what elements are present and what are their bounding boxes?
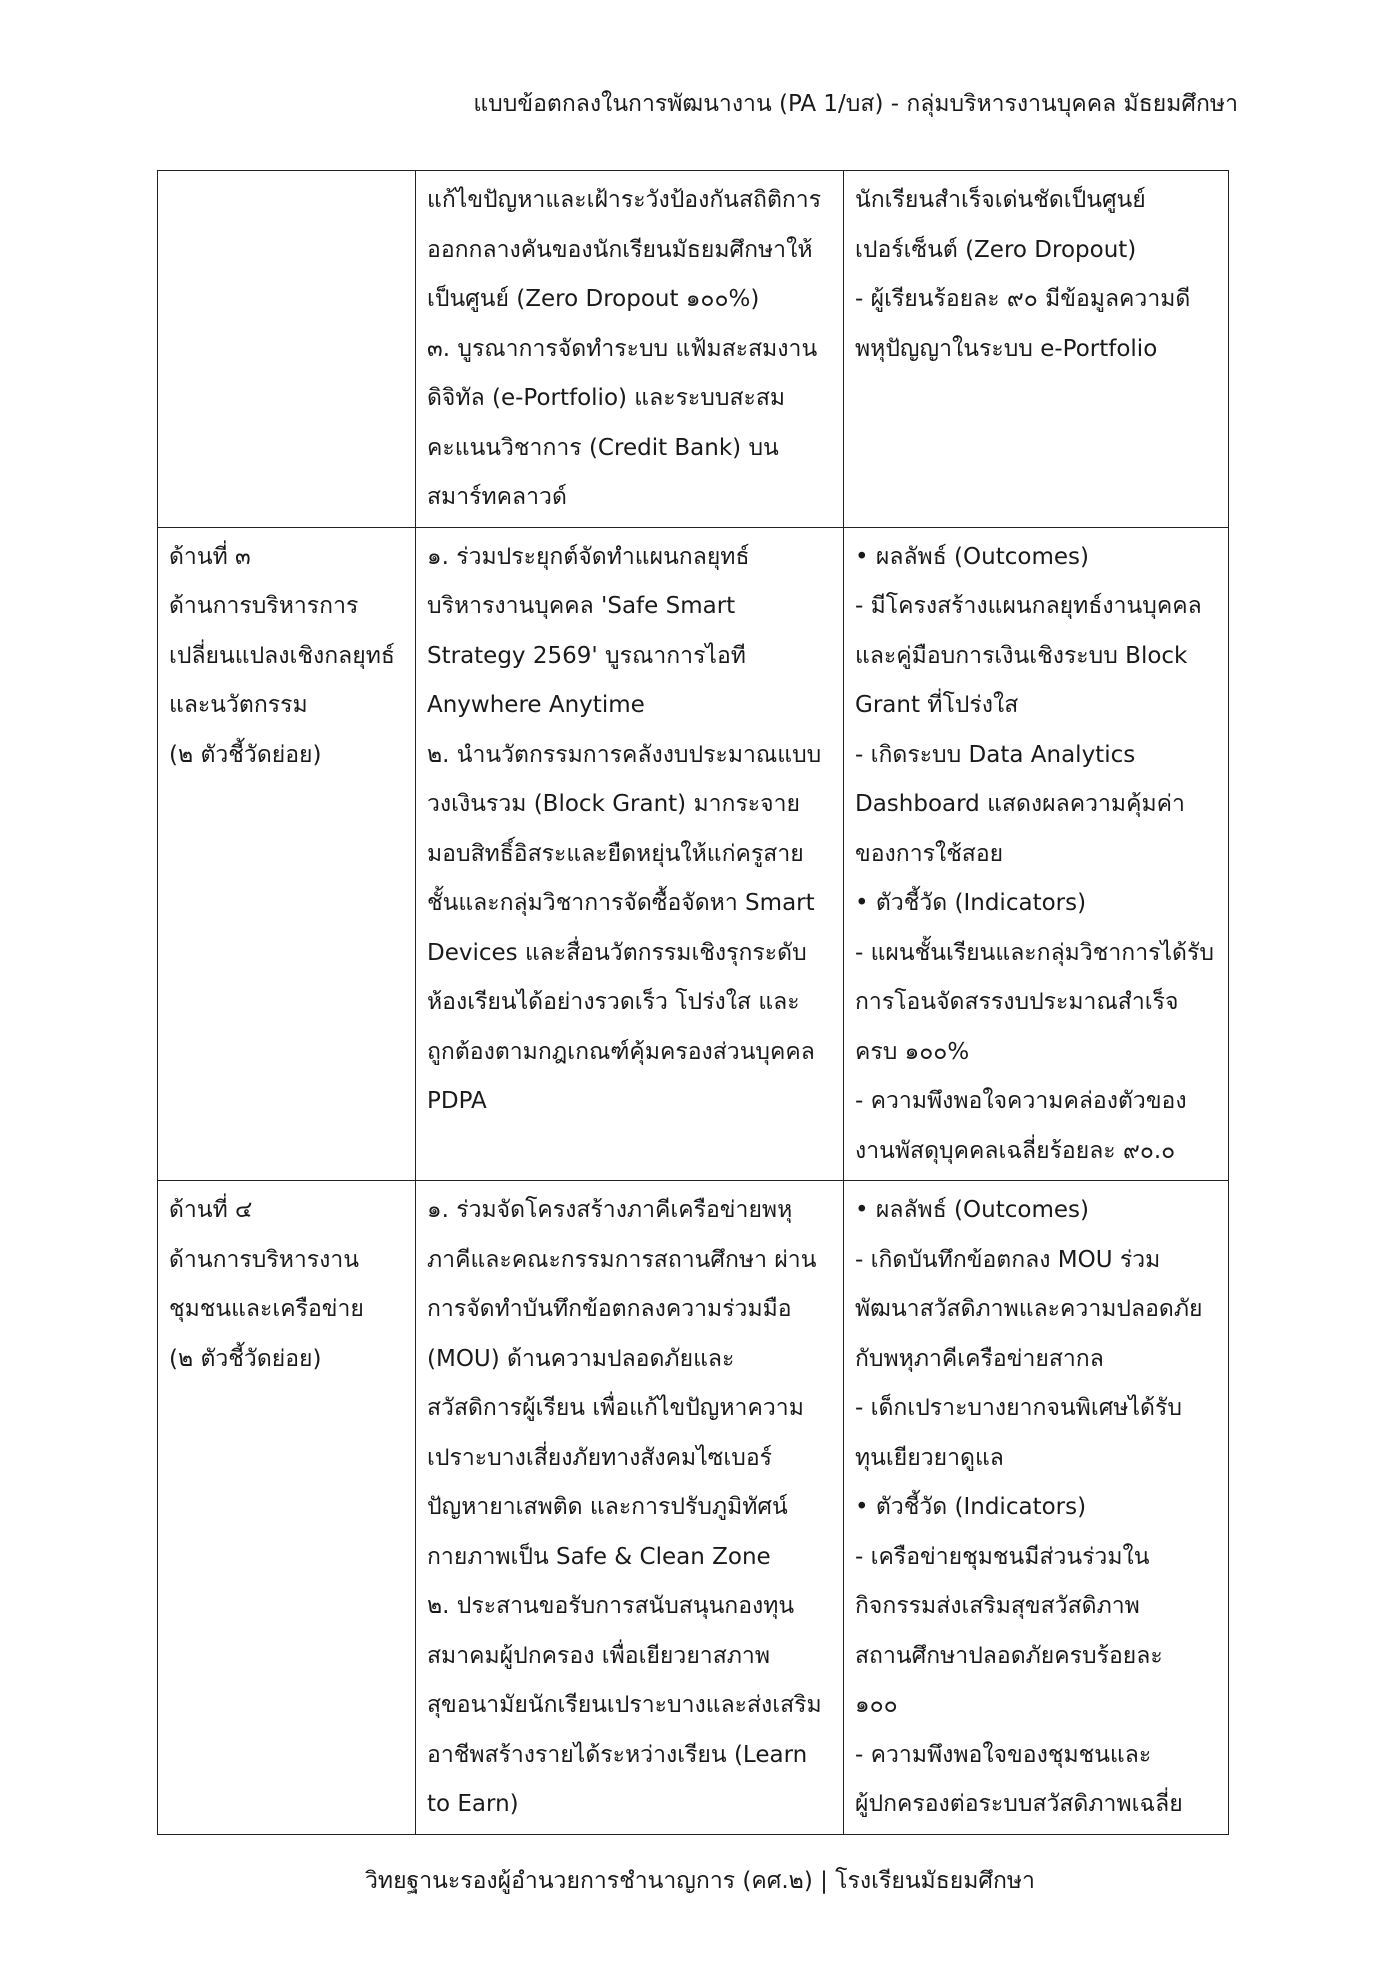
outcomes-line: - เกิดระบบ Data Analytics (855, 741, 1136, 768)
outcomes-line: เปอร์เซ็นต์ (Zero Dropout) (855, 236, 1137, 263)
tasks-line: อาชีพสร้างรายได้ระหว่างเรียน (Learn (427, 1741, 808, 1768)
outcomes-line: - เครือข่ายชุมชนมีส่วนร่วมใน (855, 1543, 1150, 1570)
table-row (158, 527, 1229, 1181)
tasks-line: วงเงินรวม (Block Grant) มากระจาย (427, 791, 801, 817)
outcomes-line: - ความพึงพอใจความคล่องตัวของ (855, 1088, 1187, 1114)
table-row (158, 1181, 1229, 1835)
tasks-cell (416, 171, 844, 528)
area-cell (158, 171, 416, 528)
outcomes-cell (844, 1181, 1229, 1835)
area-line: ด้านการบริหารการ (169, 593, 359, 619)
tasks-cell (416, 1181, 844, 1835)
table-body (158, 171, 1229, 1835)
tasks-line: สวัสดิการผู้เรียน เพื่อแก้ไขปัญหาความ (427, 1395, 804, 1421)
area-line: และนวัตกรรม (169, 692, 308, 718)
area-cell (158, 527, 416, 1181)
outcomes-line: สถานศึกษาปลอดภัยครบร้อยละ (855, 1642, 1163, 1669)
outcomes-line: ๑๐๐ (855, 1692, 898, 1718)
tasks-line: Devices และสื่อนวัตกรรมเชิงรุกระดับ (427, 939, 807, 966)
outcomes-line: • ตัวชี้วัด (Indicators) (855, 890, 1087, 916)
page-footer: วิทยฐานะรองผู้อำนวยการชำนาญการ (คศ.๒) | โรงเรียนมัธยมศึกษา (365, 1868, 1035, 1894)
outcomes-line: - ผู้เรียนร้อยละ ๙๐ มีข้อมูลความดี (855, 286, 1191, 312)
tasks-cell (416, 527, 844, 1181)
tasks-line: บริหารงานบุคคล 'Safe Smart (427, 593, 736, 619)
outcomes-line: และคู่มือบการเงินเชิงระบบ Block (855, 642, 1188, 669)
outcomes-line: พหุปัญญาในระบบ e-Portfolio (855, 335, 1158, 362)
tasks-line: PDPA (427, 1088, 487, 1114)
outcomes-line: งานพัสดุบุคคลเฉลี่ยร้อยละ ๙๐.๐ (855, 1137, 1176, 1164)
outcomes-line: ผู้ปกครองต่อระบบสวัสดิภาพเฉลี่ย (855, 1791, 1183, 1817)
tasks-line: ออกกลางคันของนักเรียนมัธยมศึกษาให้ (427, 236, 813, 263)
outcomes-line: การโอนจัดสรรงบประมาณสำเร็จ (855, 989, 1179, 1015)
tasks-line: ๒. นำนวัตกรรมการคลังงบประมาณแบบ (427, 741, 822, 768)
tasks-line: แก้ไขปัญหาและเฝ้าระวังป้องกันสถิติการ (427, 187, 822, 213)
area-line: (๒ ตัวชี้วัดย่อย) (169, 1345, 322, 1372)
pa-agreement-table (157, 170, 1229, 1835)
tasks-line: ๑. ร่วมประยุกต์จัดทำแผนกลยุทธ์ (427, 543, 750, 570)
area-line: (๒ ตัวชี้วัดย่อย) (169, 741, 322, 768)
outcomes-line: • ผลลัพธ์ (Outcomes) (855, 1197, 1089, 1223)
area-line: ชุมชนและเครือข่าย (169, 1296, 364, 1322)
tasks-line: Anywhere Anytime (427, 692, 645, 718)
area-line: ด้านที่ ๔ (169, 1197, 253, 1223)
tasks-line: ภาคีและคณะกรรมการสถานศึกษา ผ่าน (427, 1246, 817, 1273)
tasks-line: ๒. ประสานขอรับการสนับสนุนกองทุน (427, 1593, 795, 1619)
tasks-line: ชั้นและกลุ่มวิชาการจัดซื้อจัดหา Smart (427, 890, 815, 916)
outcomes-line: - เด็กเปราะบางยากจนพิเศษได้รับ (855, 1395, 1182, 1421)
area-line: ด้านการบริหารงาน (169, 1246, 360, 1273)
tasks-line: เปราะบางเสี่ยงภัยทางสังคมไซเบอร์ (427, 1444, 772, 1471)
table-row (158, 171, 1229, 528)
outcomes-cell (844, 527, 1229, 1181)
area-cell (158, 1181, 416, 1835)
tasks-line: (MOU) ด้านความปลอดภัยและ (427, 1345, 735, 1372)
page-header: แบบข้อตกลงในการพัฒนางาน (PA 1/บส) - กลุ่มบริหารงานบุคคล มัธยมศึกษา (473, 91, 1238, 117)
outcomes-line: กับพหุภาคีเครือข่ายสากล (855, 1345, 1104, 1372)
tasks-line: สมาร์ทคลาวด์ (427, 484, 567, 510)
outcomes-line: ครบ ๑๐๐% (855, 1038, 970, 1065)
tasks-line: Strategy 2569' บูรณาการไอที (427, 642, 746, 669)
outcomes-line: พัฒนาสวัสดิภาพและความปลอดภัย (855, 1296, 1203, 1322)
tasks-line: ถูกต้องตามกฎเกณฑ์คุ้มครองส่วนบุคคล (427, 1038, 815, 1065)
outcomes-line: Grant ที่โปร่งใส (855, 692, 1019, 718)
tasks-line: มอบสิทธิ์อิสระและยืดหยุ่นให้แก่ครูสาย (427, 840, 804, 867)
tasks-line: สุขอนามัยนักเรียนเปราะบางและส่งเสริม (427, 1692, 822, 1718)
outcomes-line: • ตัวชี้วัด (Indicators) (855, 1494, 1087, 1520)
tasks-line: การจัดทำบันทึกข้อตกลงความร่วมมือ (427, 1296, 792, 1322)
outcomes-line: ของการใช้สอย (855, 840, 1004, 867)
area-line: ด้านที่ ๓ (169, 543, 251, 570)
outcomes-line: กิจกรรมส่งเสริมสุขสวัสดิภาพ (855, 1593, 1140, 1619)
tasks-line: คะแนนวิชาการ (Credit Bank) บน (427, 434, 779, 461)
outcomes-line: - มีโครงสร้างแผนกลยุทธ์งานบุคคล (855, 593, 1202, 619)
outcomes-line: - แผนชั้นเรียนและกลุ่มวิชาการได้รับ (855, 939, 1214, 966)
tasks-line: ปัญหายาเสพติด และการปรับภูมิทัศน์ (427, 1494, 788, 1520)
area-line: เปลี่ยนแปลงเชิงกลยุทธ์ (169, 642, 395, 669)
tasks-line: to Earn) (427, 1791, 519, 1817)
outcomes-line: • ผลลัพธ์ (Outcomes) (855, 543, 1089, 570)
outcomes-line: Dashboard แสดงผลความคุ้มค่า (855, 791, 1185, 817)
outcomes-line: - ความพึงพอใจของชุมชนและ (855, 1741, 1152, 1768)
outcomes-cell (844, 171, 1229, 528)
outcomes-line: - เกิดบันทึกข้อตกลง MOU ร่วม (855, 1246, 1161, 1273)
tasks-line: กายภาพเป็น Safe & Clean Zone (427, 1543, 771, 1570)
tasks-line: ๓. บูรณาการจัดทำระบบ แฟ้มสะสมงาน (427, 335, 818, 362)
tasks-line: เป็นศูนย์ (Zero Dropout ๑๐๐%) (427, 286, 760, 312)
tasks-line: ห้องเรียนได้อย่างรวดเร็ว โปร่งใส และ (427, 989, 800, 1015)
tasks-line: ดิจิทัล (e-Portfolio) และระบบสะสม (427, 385, 786, 411)
outcomes-line: ทุนเยียวยาดูแล (855, 1444, 1004, 1471)
tasks-line: ๑. ร่วมจัดโครงสร้างภาคีเครือข่ายพหุ (427, 1197, 793, 1223)
outcomes-line: นักเรียนสำเร็จเด่นชัดเป็นศูนย์ (855, 187, 1146, 213)
tasks-line: สมาคมผู้ปกครอง เพื่อเยียวยาสภาพ (427, 1642, 770, 1669)
